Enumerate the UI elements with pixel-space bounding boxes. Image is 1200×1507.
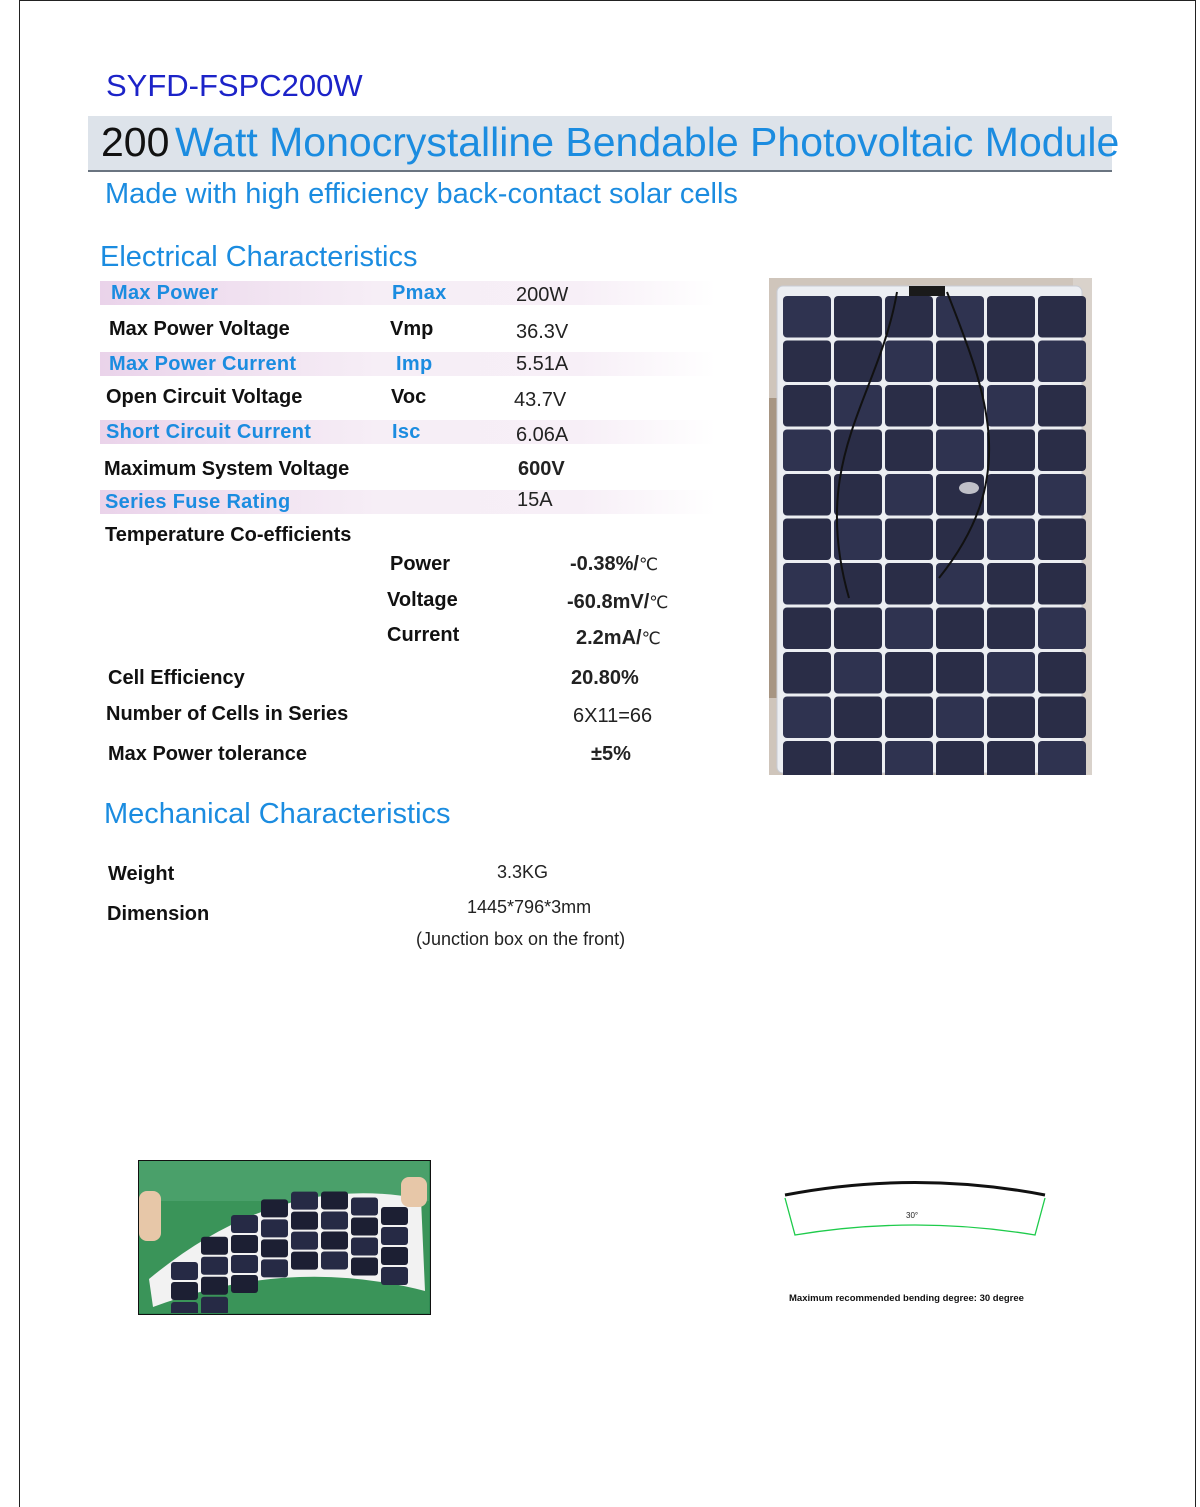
- solar-cell: [834, 430, 882, 472]
- solar-cell: [1038, 563, 1086, 605]
- solar-cell: [834, 296, 882, 338]
- bend-angle-label: 30°: [906, 1211, 919, 1220]
- solar-cell: [834, 519, 882, 561]
- solar-cell: [987, 474, 1035, 516]
- solar-cell: [1038, 474, 1086, 516]
- solar-cell: [291, 1252, 318, 1270]
- spec-symbol: Vmp: [390, 318, 434, 340]
- solar-cell: [885, 519, 933, 561]
- solar-cell: [783, 474, 831, 516]
- solar-cell: [936, 519, 984, 561]
- solar-cell: [783, 385, 831, 427]
- solar-cell: [321, 1251, 348, 1269]
- dimension-note: (Junction box on the front): [416, 929, 626, 949]
- solar-cell: [885, 430, 933, 472]
- solar-cell: [1038, 741, 1086, 775]
- solar-cell: [201, 1237, 228, 1255]
- solar-cell: [171, 1262, 198, 1280]
- spec-symbol: Voc: [391, 386, 427, 408]
- solar-cell: [783, 519, 831, 561]
- solar-cell: [261, 1239, 288, 1257]
- solar-cell: [987, 741, 1035, 775]
- solar-cell: [291, 1232, 318, 1250]
- spec-value: ±5%: [591, 743, 631, 765]
- solar-panel-image: [769, 278, 1092, 775]
- solar-cell: [987, 697, 1035, 739]
- spec-label: Series Fuse Rating: [105, 491, 291, 513]
- spec-value: 200W: [516, 284, 569, 306]
- bending-caption: Maximum recommended bending degree: 30 degree: [789, 1293, 1024, 1304]
- solar-cell: [834, 652, 882, 694]
- mechanical-heading: Mechanical Characteristics: [104, 798, 451, 830]
- temp-value: -0.38%/: [570, 553, 639, 575]
- solar-cell: [885, 652, 933, 694]
- solar-cell: [321, 1231, 348, 1249]
- spec-label: Cell Efficiency: [108, 667, 245, 689]
- solar-cell: [834, 741, 882, 775]
- solar-cell: [1038, 430, 1086, 472]
- spec-symbol: Imp: [396, 353, 433, 375]
- solar-cell: [1038, 697, 1086, 739]
- solar-cell: [321, 1191, 348, 1209]
- solar-cell: [783, 341, 831, 383]
- solar-cell: [321, 1211, 348, 1229]
- solar-cell: [936, 430, 984, 472]
- subtitle: Made with high efficiency back-contact solar cells: [105, 178, 738, 210]
- solar-cell: [291, 1192, 318, 1210]
- solar-cell: [381, 1247, 408, 1265]
- solar-cell: [783, 608, 831, 650]
- solar-cell: [885, 608, 933, 650]
- spec-value: 15A: [517, 489, 553, 511]
- dimension-value: 1445*796*3mm: [467, 897, 592, 917]
- weight-label: Weight: [108, 863, 175, 885]
- solar-cell: [834, 608, 882, 650]
- page-title: Watt Monocrystalline Bendable Photovoltaic Module: [175, 119, 1120, 165]
- title-wattage: 200: [101, 119, 170, 165]
- solar-cell: [936, 608, 984, 650]
- bend-arc: [785, 1183, 1045, 1196]
- spec-label: Max Power tolerance: [108, 743, 307, 765]
- solar-cell: [885, 341, 933, 383]
- solar-cell: [834, 474, 882, 516]
- solar-cell: [381, 1267, 408, 1285]
- solar-cell: [201, 1257, 228, 1275]
- spec-value: 43.7V: [514, 389, 567, 411]
- solar-cell: [885, 741, 933, 775]
- solar-cell: [783, 741, 831, 775]
- solar-cell: [1038, 608, 1086, 650]
- spec-label: Number of Cells in Series: [106, 703, 349, 725]
- temp-label: Voltage: [387, 589, 458, 611]
- spec-symbol: Isc: [392, 421, 421, 443]
- solar-cell: [1038, 296, 1086, 338]
- solar-cell: [783, 430, 831, 472]
- bent-panel-image: [139, 1161, 429, 1313]
- solar-cell: [885, 563, 933, 605]
- solar-cell: [936, 741, 984, 775]
- solar-cell: [231, 1235, 258, 1253]
- solar-cell: [381, 1227, 408, 1245]
- solar-cell: [261, 1219, 288, 1237]
- solar-cell: [201, 1297, 228, 1313]
- solar-cell: [231, 1215, 258, 1233]
- solar-cell: [987, 296, 1035, 338]
- solar-cell: [261, 1199, 288, 1217]
- temp-label: Power: [390, 553, 451, 575]
- model-number: SYFD-FSPC200W: [106, 68, 363, 103]
- solar-cell: [936, 563, 984, 605]
- spec-label: Max Power Current: [109, 353, 297, 375]
- solar-cell: [171, 1302, 198, 1313]
- solar-cell: [351, 1198, 378, 1216]
- weight-value: 3.3KG: [497, 862, 549, 882]
- temp-unit: ℃: [638, 555, 659, 574]
- spec-value: 600V: [518, 458, 565, 480]
- solar-cell: [936, 474, 984, 516]
- solar-cell: [783, 697, 831, 739]
- spec-value: 6.06A: [516, 424, 569, 446]
- temp-label: Current: [387, 624, 460, 646]
- spec-label: Max Power Voltage: [109, 318, 290, 340]
- solar-cell: [783, 652, 831, 694]
- solar-cell: [987, 385, 1035, 427]
- solar-cell: [783, 563, 831, 605]
- spec-label: Max Power: [111, 282, 219, 304]
- temp-unit: ℃: [649, 593, 669, 612]
- electrical-heading: Electrical Characteristics: [100, 241, 418, 273]
- solar-cell: [987, 430, 1035, 472]
- solar-cell: [381, 1207, 408, 1225]
- solar-cell: [987, 519, 1035, 561]
- spec-value: 6X11=66: [573, 705, 653, 727]
- solar-cell: [885, 385, 933, 427]
- solar-cell: [171, 1282, 198, 1300]
- solar-cell: [987, 608, 1035, 650]
- solar-cell: [1038, 652, 1086, 694]
- solar-cell: [1038, 385, 1086, 427]
- solar-cell: [351, 1218, 378, 1236]
- solar-cell: [291, 1212, 318, 1230]
- solar-cell: [201, 1277, 228, 1295]
- solar-panel-photo: [769, 278, 1092, 775]
- temp-value: -60.8mV/: [567, 591, 650, 613]
- solar-cell: [936, 697, 984, 739]
- dimension-label: Dimension: [107, 903, 210, 925]
- bending-diagram: [780, 1170, 1050, 1245]
- spec-label: Maximum System Voltage: [104, 458, 350, 480]
- temp-value: 2.2mA/: [576, 627, 642, 649]
- spec-symbol: Pmax: [392, 282, 447, 304]
- solar-cell: [261, 1259, 288, 1277]
- solar-cell: [987, 341, 1035, 383]
- solar-cell: [885, 697, 933, 739]
- solar-cell: [231, 1275, 258, 1293]
- solar-cell: [987, 563, 1035, 605]
- solar-cell: [885, 474, 933, 516]
- solar-cell: [987, 652, 1035, 694]
- solar-cell: [231, 1255, 258, 1273]
- solar-cell: [936, 296, 984, 338]
- bent-panel-photo: [138, 1160, 431, 1315]
- solar-cell: [351, 1238, 378, 1256]
- temp-unit: ℃: [641, 629, 661, 648]
- solar-cell: [834, 385, 882, 427]
- spec-label: Short Circuit Current: [106, 421, 312, 443]
- solar-cell: [1038, 519, 1086, 561]
- spec-value: 5.51A: [516, 353, 569, 375]
- solar-cell: [351, 1258, 378, 1276]
- spec-value: 36.3V: [516, 321, 569, 343]
- solar-cell: [834, 697, 882, 739]
- solar-cell: [936, 652, 984, 694]
- spec-label: Open Circuit Voltage: [106, 386, 303, 408]
- solar-cell: [834, 341, 882, 383]
- solar-cell: [783, 296, 831, 338]
- solar-cell: [936, 385, 984, 427]
- spec-value: 20.80%: [571, 667, 639, 689]
- temperature-heading: Temperature Co-efficients: [105, 524, 352, 546]
- solar-cell: [1038, 341, 1086, 383]
